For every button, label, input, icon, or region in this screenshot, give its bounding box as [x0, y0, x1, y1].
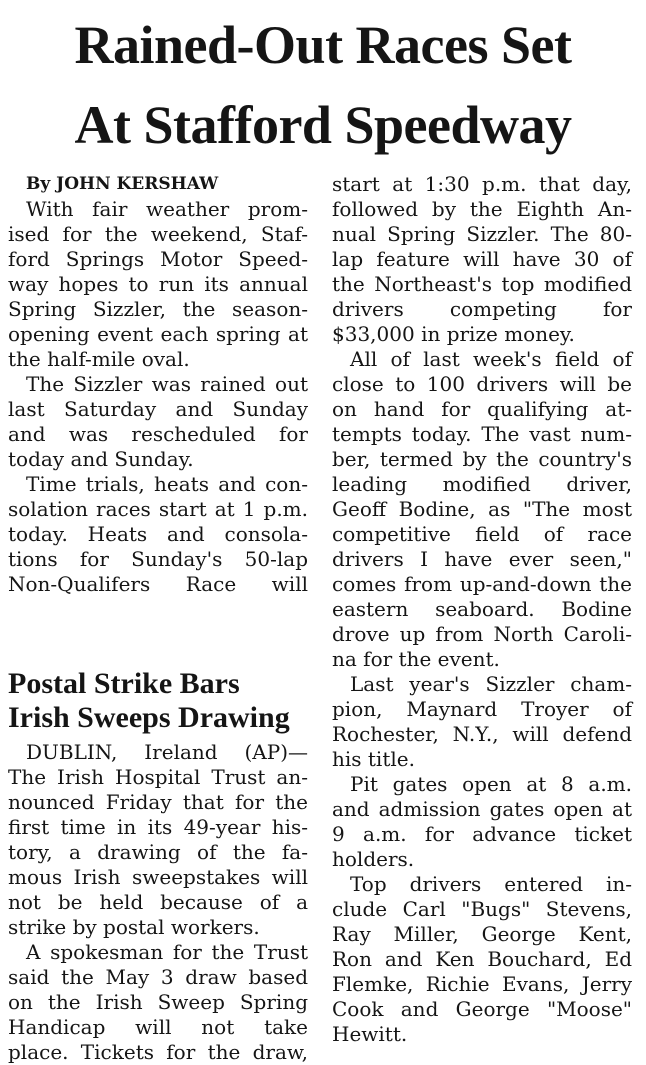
text-line: Handicap will not take [8, 1015, 308, 1039]
text-line: not be held because of a [8, 890, 308, 914]
text-line: Spring Sizzler, the season- [8, 297, 308, 321]
text-line: opening event each spring at [8, 322, 308, 346]
text-line: Geoff Bodine, as "The most [332, 497, 632, 521]
text-line: solation races start at 1 p.m. [8, 497, 308, 521]
text-line: mous Irish sweepstakes will [8, 865, 308, 889]
text-line: Hewitt. [332, 1022, 408, 1046]
text-line: clude Carl "Bugs" Stevens, [332, 897, 632, 921]
text-line: leading modified driver, [332, 472, 632, 496]
article-body-left [8, 197, 308, 597]
text-line: tempts today. The vast num- [332, 422, 632, 446]
text-line: close to 100 drivers will be [332, 372, 632, 396]
text-line: his title. [332, 747, 415, 771]
text-line: strike by postal workers. [8, 915, 260, 939]
text-line: start at 1:30 p.m. that day, [332, 172, 632, 196]
text-line: All of last week's field of [350, 347, 632, 371]
text-line: eastern seaboard. Bodine [332, 597, 632, 621]
text-line: said the May 3 draw based [8, 965, 308, 989]
text-line: on hand for qualifying at- [332, 397, 632, 421]
text-line: way hopes to run its annual [8, 272, 308, 296]
text-line: and admission gates open at [332, 797, 632, 821]
text-line: first time in its 49-year his- [8, 815, 308, 839]
text-line: 9 a.m. for advance ticket [332, 822, 632, 846]
text-line: The Sizzler was rained out [26, 372, 308, 396]
text-line: Time trials, heats and con- [26, 472, 308, 496]
text-line: the Northeast's top modified [332, 272, 632, 296]
headline-line-2: At Stafford Speedway [74, 95, 572, 155]
text-line: last Saturday and Sunday [8, 397, 308, 421]
second-headline-line-1: Postal Strike Bars [8, 667, 240, 700]
text-line: lap feature will have 30 of [332, 247, 632, 271]
text-line: pion, Maynard Troyer of [332, 697, 632, 721]
byline: By JOHN KERSHAW [26, 174, 219, 194]
text-line: DUBLIN, Ireland (AP)— [26, 740, 308, 764]
left-column [8, 172, 308, 1064]
text-line: competitive field of race [332, 522, 632, 546]
right-column [332, 172, 632, 1046]
text-line: the half-mile oval. [8, 347, 190, 371]
text-line: na for the event. [332, 647, 500, 671]
text-line: ford Springs Motor Speed- [8, 247, 308, 271]
second-article-body [8, 740, 308, 1065]
text-line: A spokesman for the Trust [26, 940, 308, 964]
text-line: Top drivers entered in- [350, 872, 632, 896]
text-line: Rochester, N.Y., will defend [332, 722, 632, 746]
text-line: tory, a drawing of the fa- [8, 840, 308, 864]
text-line: followed by the Eighth An- [332, 197, 632, 221]
text-line: ised for the weekend, Staf- [8, 222, 308, 246]
text-line: nual Spring Sizzler. The 80- [332, 222, 632, 246]
text-line: today. Heats and consola- [8, 522, 308, 546]
text-line: $33,000 in prize money. [332, 322, 575, 346]
text-line: drove up from North Caroli- [332, 622, 632, 646]
text-line: Non-Qualifers Race will [8, 572, 308, 596]
text-line: tions for Sunday's 50-lap [8, 547, 308, 571]
text-line: drivers competing for [332, 297, 632, 321]
text-line: drivers I have ever seen," [332, 547, 632, 571]
article-body-right [332, 172, 632, 1047]
text-line: ber, termed by the country's [332, 447, 632, 471]
text-line: With fair weather prom- [26, 197, 308, 221]
second-headline-line-2: Irish Sweeps Drawing [8, 701, 290, 734]
text-line: nounced Friday that for the [8, 790, 308, 814]
text-line: Last year's Sizzler cham- [350, 672, 632, 696]
text-line: holders. [332, 847, 415, 871]
text-line: Cook and George "Moose" [332, 997, 632, 1021]
text-line: today and Sunday. [8, 447, 194, 471]
column-gap [8, 597, 308, 667]
text-line: Pit gates open at 8 a.m. [350, 772, 632, 796]
text-line: Flemke, Richie Evans, Jerry [332, 972, 632, 996]
second-headline [8, 667, 308, 740]
text-line: on the Irish Sweep Spring [8, 990, 308, 1014]
text-line: and was rescheduled for [8, 422, 308, 446]
text-line: comes from up-and-down the [332, 572, 632, 596]
text-line: The Irish Hospital Trust an- [8, 765, 308, 789]
text-line: Ray Miller, George Kent, [332, 922, 632, 946]
text-line: Ron and Ken Bouchard, Ed [332, 947, 632, 971]
text-line: place. Tickets for the draw, [8, 1040, 308, 1064]
headline-line-1: Rained-Out Races Set [74, 15, 572, 75]
